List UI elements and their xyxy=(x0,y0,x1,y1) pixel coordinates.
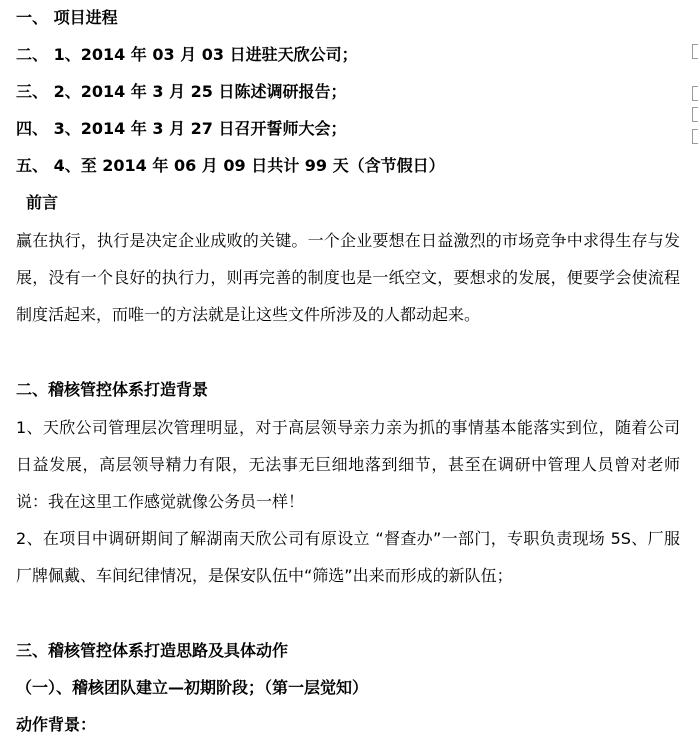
section-heading-approach: 三、稽核管控体系打造思路及具体动作 xyxy=(16,641,289,660)
section-heading-background: 二、稽核管控体系打造背景 xyxy=(16,380,209,399)
page-edge-mark xyxy=(692,107,698,122)
background-paragraph-1: 1、天欣公司管理层次管理明显，对于高层领导亲力亲为抓的事情基本能落实到位，随着公司日益发展，高层领导精力有限，无法事无巨细地落到细节，甚至在调研中管理人员曾对老师说：我在这里工作感觉就像公务员一样！ xyxy=(16,418,680,511)
background-paragraph-2: 2、在项目中调研期间了解湖南天欣公司有原设立 “督查办”一部门，专职负责现场 5S、厂服厂牌佩戴、车间纪律情况，是保安队伍中“筛选”出来而形成的新队伍； xyxy=(16,529,680,585)
section-heading-project-progress: 一、 项目进程 xyxy=(16,8,118,27)
page-edge-mark xyxy=(692,44,698,59)
milestone-item-2: 三、 2、2014 年 3 月 25 日陈述调研报告； xyxy=(16,82,347,101)
preface-paragraph: 赢在执行，执行是决定企业成败的关键。一个企业要想在日益激烈的市场竞争中求得生存与发展，没有一个良好的执行力，则再完善的制度也是一纸空文，要想求的发展，便要学会使流程制度活起来，而唯一的方法就是让这些文件所涉及的人都动起来。 xyxy=(16,231,680,324)
page-edge-mark xyxy=(692,86,698,101)
action-background-heading: 动作背景： xyxy=(16,715,97,734)
subsection-heading-initial-stage: （一）、稽核团队建立—初期阶段；（第一层觉知） xyxy=(16,678,369,697)
milestone-item-3: 四、 3、2014 年 3 月 27 日召开誓师大会； xyxy=(16,119,347,138)
milestone-item-4: 五、 4、至 2014 年 06 月 09 日共计 99 天（含节假日） xyxy=(16,156,445,175)
preface-heading: 前言 xyxy=(26,193,59,212)
page-edge-mark xyxy=(692,129,698,144)
milestone-item-1: 二、 1、2014 年 03 月 03 日进驻天欣公司； xyxy=(16,45,358,64)
